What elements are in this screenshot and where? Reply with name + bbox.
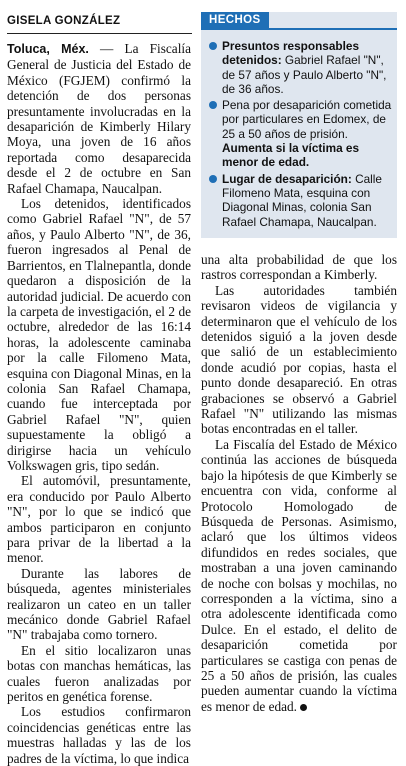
fact-label: Presuntos responsables detenidos: — [222, 39, 360, 68]
facts-list — [209, 39, 393, 231]
fact-item — [209, 39, 393, 96]
fact-text: Calle Filomeno Mata, esquina con Diagonal Minas, colonia San Rafael Chamapa, Naucalpan. — [222, 171, 382, 229]
bullet-icon — [209, 175, 217, 183]
lead-text: — La Fiscalía General de Justicia del Estado de México (FGJEM) confirmó la detención de dos personas presuntamente involucradas en la desaparición de Kimberly Hilary Moya, una joven de 16 años reportada como desaparecida desde el 2 de octubre en San Rafael Chamapa, Naucalpan. — [7, 41, 191, 196]
fact-text: Gabriel Rafael "N", de 57 años y Paulo Alberto "N", de 36 años. — [222, 53, 387, 96]
body-paragraph: Los estudios confirmaron coincidencias genéticas entre las muestras halladas y las de los padres de la víctima, lo que indica — [7, 704, 191, 766]
closing-text: La Fiscalía del Estado de México continúa las acciones de búsqueda bajo la hipótesis de que Kimberly se encuentra con vida, conforme al Protocolo Homologado de Búsqueda de Personas. Asimismo, aclaró que los últimos videos difundidos en redes sociales, que mostraban a una joven caminando de noche con bolsas y mochilas, no corresponden a la víctima, sino a otra adolescente identificada como Dulce. En el estado, el delito de desaparición cometida por particulares se castiga con penas de 25 a 50 años de prisión, las cuales pueden aumentar cuando la víctima es menor de edad. — [201, 436, 397, 714]
facts-box — [201, 12, 397, 238]
body-paragraph: El automóvil, presuntamente, era conducido por Paulo Alberto "N", por lo que se indicó que ambos participaron en conjunto para privar de la libertad a la menor. — [7, 473, 191, 566]
fact-text: Pena por desaparición cometida por particulares en Edomex, de 25 a 50 años de prisión. — [222, 98, 392, 141]
fact-item — [209, 172, 393, 229]
fact-emphasis: Aumenta si la víctima es menor de edad. — [222, 141, 360, 170]
facts-box-rule — [201, 28, 397, 30]
fact-item — [209, 98, 393, 169]
lead-paragraph — [7, 41, 191, 196]
body-paragraph: Durante las labores de búsqueda, agentes ministeriales realizaron un cateo en un taller mecánico donde Gabriel Rafael "N" trabajaba como tornero. — [7, 565, 191, 643]
dateline: Toluca, Méx. — [7, 42, 89, 56]
bullet-icon — [209, 42, 217, 50]
body-paragraph: Las autoridades también revisaron videos de vigilancia y determinaron que el vehículo de los detenidos siguió a la joven desde que salió de un establecimiento donde acudió por copias, hasta el punto donde desapareció. En otras grabaciones se observó a Gabriel Rafael "N" utilizando las mismas botas encontradas en el taller. — [201, 282, 397, 437]
continued-paragraph: una alta probabilidad de que los rastros correspondan a Kimberly. — [201, 252, 397, 283]
bullet-icon — [209, 101, 217, 109]
byline: GISELA GONZÁLEZ — [7, 15, 121, 27]
article-column-left — [7, 41, 191, 766]
article-column-right — [201, 252, 397, 714]
body-paragraph: En el sitio localizaron unas botas con manchas hemáticas, las cuales fueron analizadas por peritos en genética forense. — [7, 642, 191, 705]
body-paragraph: Los detenidos, identificados como Gabriel Rafael "N", de 57 años, y Paulo Alberto "N", de 36, fueron ingresados al Penal de Barrientos, en Tlalnepantla, donde quedaron a disposición de la autoridad judicial. De acuerdo con la carpeta de investigación, el 2 de octubre, alrededor de las 16:14 horas, la adolescente caminaba por la calle Filomeno Mata, esquina con Diagonal Minas, en la colonia San Rafael Chamapa, cuando fue interceptada por Gabriel Rafael "N", quien supuestamente la obligó a dirigirse hacia un vehículo Volkswagen gris, tipo sedán. — [7, 196, 191, 473]
body-paragraph — [201, 437, 397, 714]
end-mark-icon — [300, 704, 307, 711]
byline-rule — [7, 33, 192, 34]
facts-box-title: HECHOS — [201, 12, 269, 28]
fact-label: Lugar de desaparición: — [222, 171, 352, 186]
